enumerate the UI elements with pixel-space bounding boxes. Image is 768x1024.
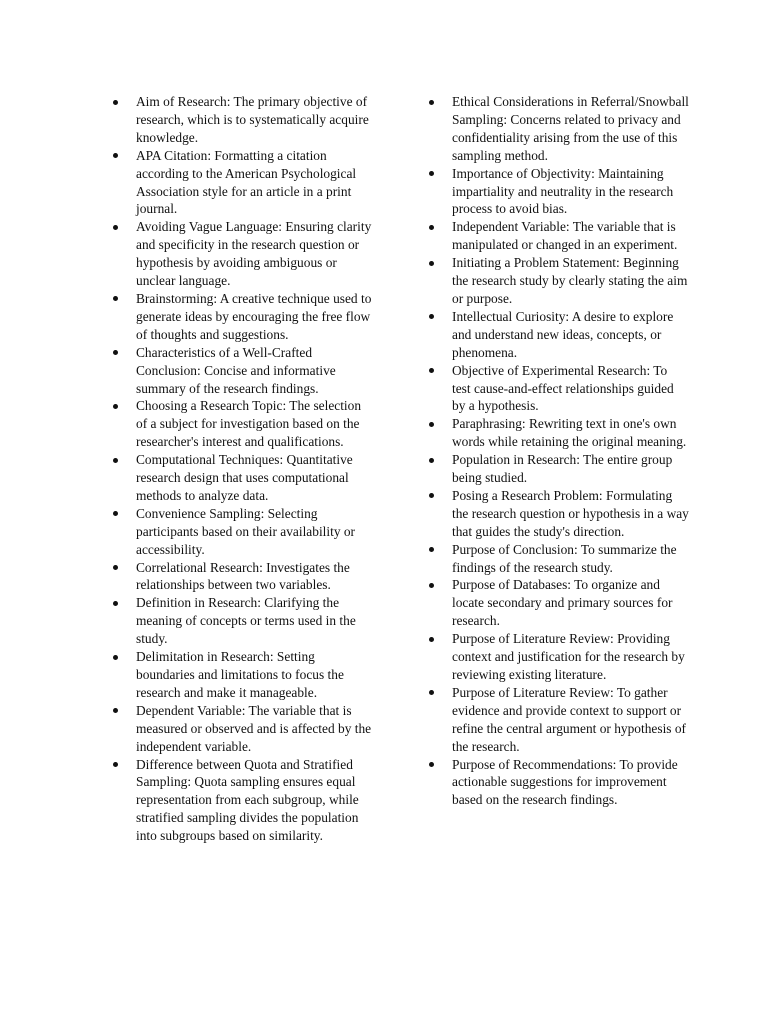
bullet-icon	[429, 583, 434, 588]
list-item	[113, 648, 373, 702]
list-item-text: Purpose of Literature Review: Providing context and justification for the research by reviewing existing literature.	[452, 631, 685, 682]
list-item	[113, 451, 373, 505]
list-item-text: Independent Variable: The variable that is manipulated or changed in an experiment.	[452, 219, 678, 253]
list-item	[429, 93, 689, 165]
list-item-text: Population in Research: The entire group being studied.	[452, 452, 673, 486]
list-item	[429, 576, 689, 630]
bullet-icon	[429, 690, 434, 695]
bullet-icon	[429, 100, 434, 105]
list-item	[113, 218, 373, 290]
list-item-text: Definition in Research: Clarifying the meaning of concepts or terms used in the study.	[136, 595, 356, 647]
bullet-icon	[113, 296, 118, 301]
bullet-icon	[113, 100, 118, 105]
list-item	[429, 487, 689, 541]
list-item	[113, 505, 373, 559]
list-item-text: APA Citation: Formatting a citation according to the American Psychological Association style for an article in a print journal.	[136, 147, 357, 217]
bullet-icon	[429, 368, 434, 373]
list-item	[429, 415, 689, 451]
list-item-text: Correlational Research: Investigates the relationships between two variables.	[136, 559, 350, 593]
bullet-icon	[429, 225, 434, 230]
list-item	[429, 684, 689, 756]
list-item-text: Convenience Sampling: Selecting participants based on their availability or accessibility.	[136, 505, 356, 557]
list-item-text: Purpose of Databases: To organize and locate secondary and primary sources for research.	[452, 577, 673, 629]
bullet-icon	[113, 601, 118, 606]
bullet-icon	[113, 762, 118, 767]
list-item-text: Aim of Research: The primary objective of research, which is to systematically acquire knowledge.	[136, 94, 369, 145]
list-item-text: Brainstorming: A creative technique used to generate ideas by encouraging the free flow of thoughts and suggestions.	[136, 290, 372, 342]
bullet-icon	[113, 655, 118, 660]
list-item-text: Avoiding Vague Language: Ensuring clarity and specificity in the research question or hypothesis by avoiding ambiguous or unclear language.	[136, 219, 372, 289]
bullet-icon	[113, 225, 118, 230]
list-item-text: Importance of Objectivity: Maintaining impartiality and neutrality in the research process to avoid bias.	[452, 165, 674, 217]
bullet-icon	[113, 153, 118, 158]
list-item-text: Purpose of Recommendations: To provide actionable suggestions for improvement based on the research findings.	[452, 756, 678, 808]
list-item	[113, 344, 373, 398]
list-item	[113, 147, 373, 219]
list-item-text: Posing a Research Problem: Formulating the research question or hypothesis in a way that guides the study's direction.	[452, 487, 689, 539]
list-item	[113, 702, 373, 756]
list-item	[113, 290, 373, 344]
list-item	[113, 594, 373, 648]
list-item	[429, 308, 689, 362]
bullet-icon	[113, 404, 118, 409]
list-item	[429, 451, 689, 487]
left-column-list	[113, 93, 373, 845]
list-item	[429, 254, 689, 308]
list-item	[113, 93, 373, 147]
bullet-icon	[113, 511, 118, 516]
bullet-icon	[429, 422, 434, 427]
list-item-text: Purpose of Literature Review: To gather evidence and provide context to support or refine the central argument or hypothesis of the research.	[452, 684, 687, 754]
list-item-text: Purpose of Conclusion: To summarize the findings of the research study.	[452, 541, 677, 575]
bullet-icon	[113, 708, 118, 713]
bullet-icon	[429, 637, 434, 642]
right-column-list	[429, 93, 689, 809]
list-item-text: Intellectual Curiosity: A desire to explore and understand new ideas, concepts, or phenomena.	[452, 308, 674, 360]
bullet-icon	[429, 547, 434, 552]
bullet-icon	[429, 762, 434, 767]
bullet-icon	[429, 171, 434, 176]
list-item	[113, 397, 373, 451]
list-item	[113, 559, 373, 595]
list-item	[429, 630, 689, 684]
list-item	[113, 756, 373, 846]
list-item-text: Characteristics of a Well-Crafted Conclusion: Concise and informative summary of the research findings.	[136, 344, 336, 396]
bullet-icon	[429, 261, 434, 266]
list-item	[429, 218, 689, 254]
list-item	[429, 756, 689, 810]
list-item-text: Objective of Experimental Research: To test cause-and-effect relationships guided by a hypothesis.	[452, 362, 674, 414]
list-item-text: Choosing a Research Topic: The selection of a subject for investigation based on the researcher's interest and qualifications.	[136, 398, 362, 450]
bullet-icon	[113, 458, 118, 463]
bullet-icon	[429, 493, 434, 498]
list-item-text: Difference between Quota and Stratified Sampling: Quota sampling ensures equal representation from each subgroup, while stratified sampling divides the population into subgroups based on similarity.	[136, 756, 359, 844]
list-item-text: Dependent Variable: The variable that is measured or observed and is affected by the independent variable.	[136, 702, 372, 754]
list-item	[429, 541, 689, 577]
list-item	[429, 362, 689, 416]
list-item-text: Computational Techniques: Quantitative research design that uses computational methods to analyze data.	[136, 452, 353, 503]
list-item	[429, 165, 689, 219]
list-item-text: Delimitation in Research: Setting boundaries and limitations to focus the research and make it manageable.	[136, 649, 344, 700]
list-item-text: Ethical Considerations in Referral/Snowball Sampling: Concerns related to privacy and confidentiality arising from the use of this sampling method.	[452, 94, 689, 163]
bullet-icon	[429, 314, 434, 319]
list-item-text: Initiating a Problem Statement: Beginning the research study by clearly stating the aim or purpose.	[452, 255, 688, 306]
list-item-text: Paraphrasing: Rewriting text in one's own words while retaining the original meaning.	[452, 416, 687, 450]
bullet-icon	[429, 458, 434, 463]
bullet-icon	[113, 565, 118, 570]
bullet-icon	[113, 350, 118, 355]
